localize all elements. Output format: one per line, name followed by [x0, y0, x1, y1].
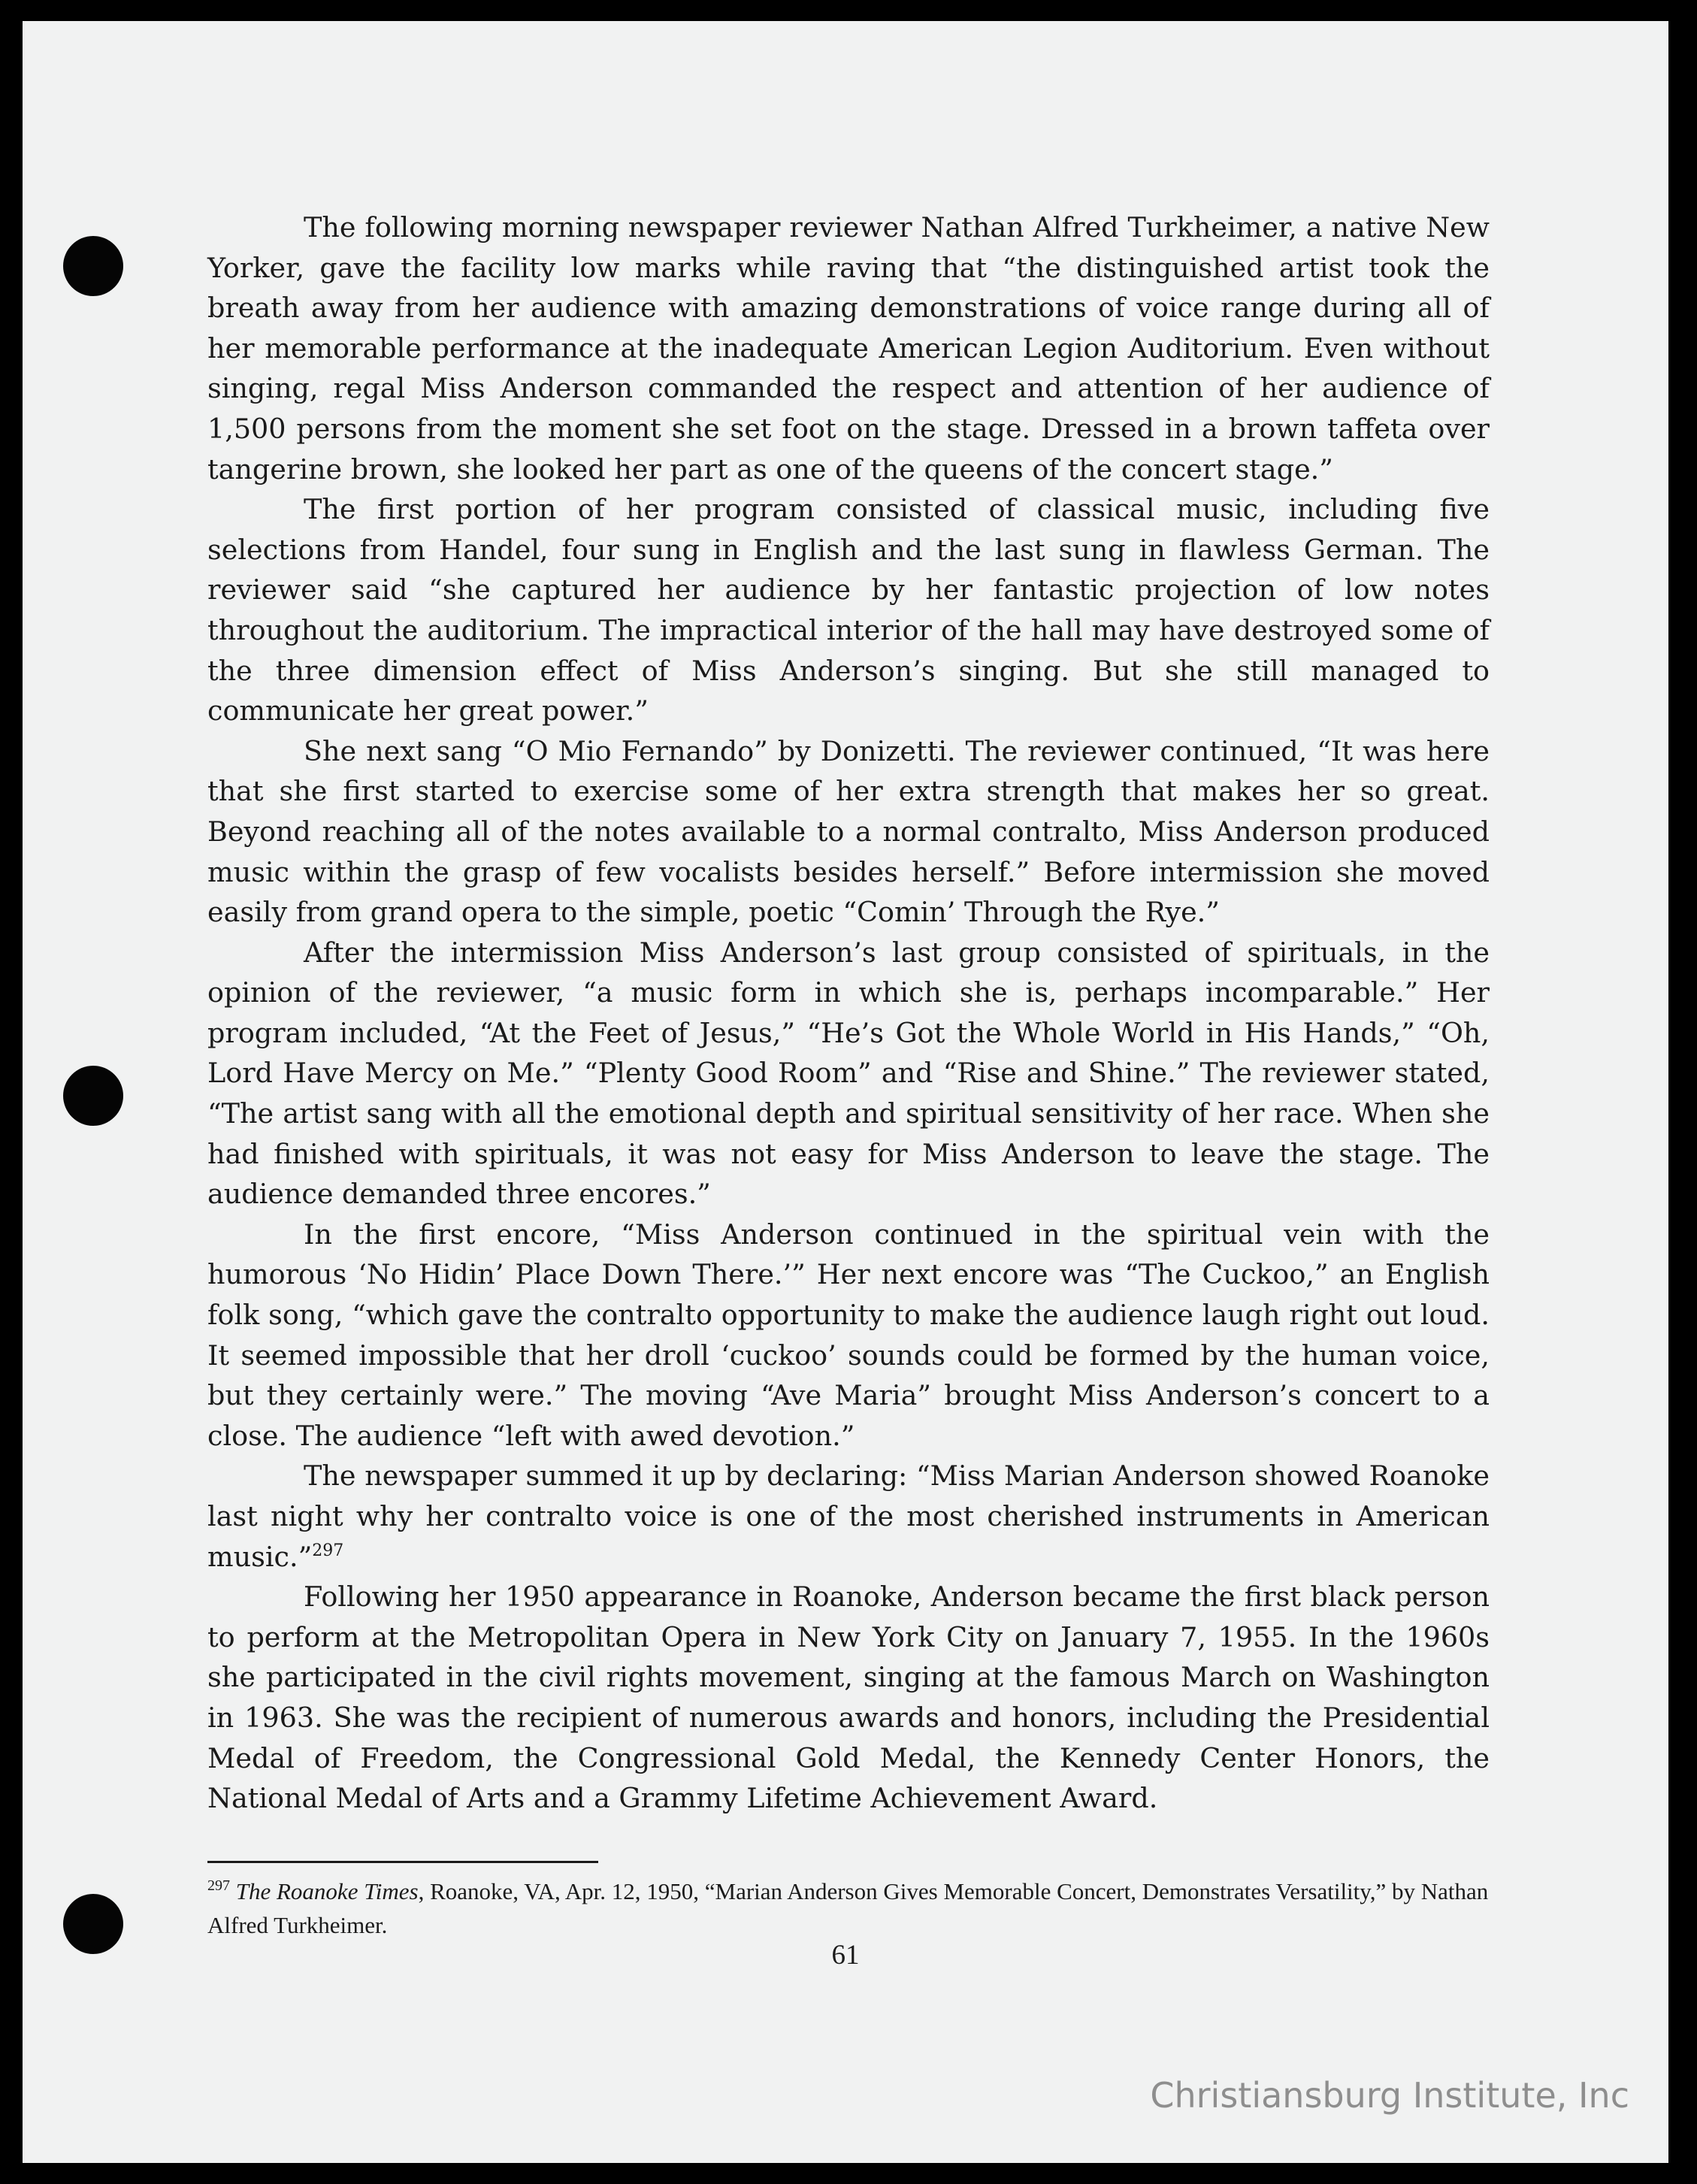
paragraph: Following her 1950 appearance in Roanoke, Anderson became the first black person to perform at the Metropolitan Opera in New York City on January 7, 1955. In the 1960s she participated in the civil rights movement, singing at the famous March on Washington in 1963. She was the recipient of numerous awards and honors, including the Presidential Medal of Freedom, the Congressional Gold Medal, the Kennedy Center Honors, the National Medal of Arts and a Grammy Lifetime Achievement Award. — [207, 1581, 1490, 1815]
paragraph-with-note — [207, 1456, 1490, 1577]
watermark: Christiansburg Institute, Inc — [1150, 2075, 1629, 2116]
binder-hole-middle — [63, 1066, 123, 1126]
paragraph: In the first encore, “Miss Anderson continued in the spiritual vein with the humorous ‘No Hidin’ Place Down There.’” Her next encore was “The Cuckoo,” an English folk song, “which gave the contralto opportunity to make the audience laugh right out loud. It seemed impossible that her droll ‘cuckoo’ sounds could be formed by the human voice, but they certainly were.” The moving “Ave Maria” brought Miss Anderson’s concert to a close. The audience “left with awed devotion.” — [207, 1218, 1490, 1452]
body-text — [207, 207, 1490, 1819]
footnote-reference: 297 — [312, 1541, 344, 1560]
paragraph: The following morning newspaper reviewer Nathan Alfred Turkheimer, a native New Yorker, gave the facility low marks while raving that “the distinguished artist took the breath away from her audience with amazing demonstrations of voice range during all of her memorable performance at the inadequate American Legion Auditorium. Even without singing, regal Miss Anderson commanded the respect and attention of her audience of 1,500 persons from the moment she set foot on the stage. Dressed in a brown taffeta over tangerine brown, she looked her part as one of the queens of the concert stage.” — [207, 211, 1490, 486]
paragraph: The first portion of her program consisted of classical music, including five selections from Handel, four sung in English and the last sung in flawless German. The reviewer said “she captured her audience by her fantastic projection of low notes throughout the auditorium. The impractical interior of the hall may have destroyed some of the three dimension effect of Miss Anderson’s singing. But she still managed to communicate her great power.” — [207, 493, 1490, 727]
binder-hole-top — [63, 236, 123, 296]
document-page — [23, 21, 1668, 2163]
footnote-number: 297 — [207, 1877, 230, 1894]
footnote-divider — [207, 1861, 598, 1863]
footnote-source-title: The Roanoke Times — [235, 1878, 419, 1904]
footnote-citation: , Roanoke, VA, Apr. 12, 1950, “Marian Anderson Gives Memorable Concert, Demonstrates Versatility,” by Nathan Alfred Turkheimer. — [207, 1878, 1489, 1938]
page-number: 61 — [831, 1940, 860, 1971]
paragraph-text: The newspaper summed it up by declaring: “Miss Marian Anderson showed Roanoke last night why her contralto voice is one of the most cherished instruments in American music.” — [207, 1460, 1490, 1573]
paragraph: After the intermission Miss Anderson’s last group consisted of spirituals, in the opinion of the reviewer, “a music form in which she is, perhaps incomparable.” Her program included, “At the Feet of Jesus,” “He’s Got the Whole World in His Hands,” “Oh, Lord Have Mercy on Me.” “Plenty Good Room” and “Rise and Shine.” The reviewer stated, “The artist sang with all the emotional depth and spiritual sensitivity of her race. When she had finished with spirituals, it was not easy for Miss Anderson to leave the stage. The audience demanded three encores.” — [207, 936, 1490, 1211]
paragraph: She next sang “O Mio Fernando” by Donizetti. The reviewer continued, “It was here that she first started to exercise some of her extra strength that makes her so great. Beyond reaching all of the notes available to a normal contralto, Miss Anderson produced music within the grasp of few vocalists besides herself.” Before intermission she moved easily from grand opera to the simple, poetic “Comin’ Through the Rye.” — [207, 734, 1490, 929]
footnote — [207, 1874, 1490, 1942]
